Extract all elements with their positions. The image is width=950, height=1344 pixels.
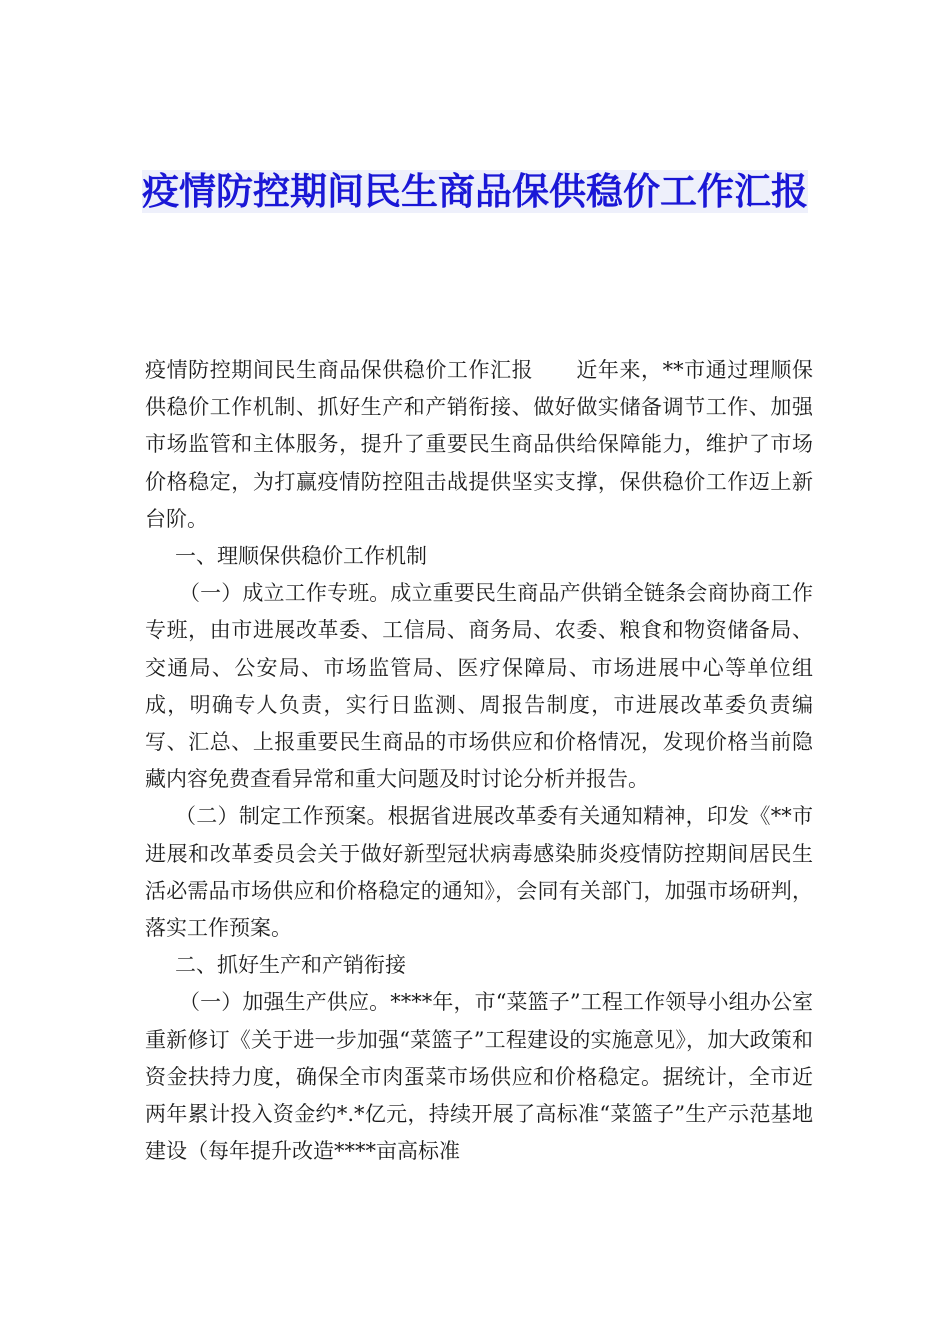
body-paragraph: （一）加强生产供应。****年，市“菜篮子”工程工作领导小组办公室重新修订《关于进一步加强“菜篮子”工程建设的实施意见》，加大政策和资金扶持力度，确保全市肉蛋菜市场供应和价格稳定。据统计，全市近两年累计投入资金约*.*亿元，持续开展了高标准“菜篮子”生产示范基地建设（每年提升改造****亩高标准 [145, 990, 813, 1164]
section-heading-2: 二、抓好生产和产销衔接 [175, 953, 406, 978]
body-paragraph: （二）制定工作预案。根据省进展改革委有关通知精神，印发《**市进展和改革委员会关于做好新型冠状病毒感染肺炎疫情防控期间居民生活必需品市场供应和价格稳定的通知》，会同有关部门，加强市场研判，落实工作预案。 [145, 804, 813, 941]
document-body [145, 352, 813, 1170]
section-heading-1: 一、理顺保供稳价工作机制 [175, 544, 427, 569]
document-title [100, 168, 850, 216]
body-paragraph: （一）成立工作专班。成立重要民生商品产供销全链条会商协商工作专班，由市进展改革委、工信局、商务局、农委、粮食和物资储备局、交通局、公安局、市场监管局、医疗保障局、市场进展中心等单位组成，明确专人负责，实行日监测、周报告制度，市进展改革委负责编写、汇总、上报重要民生商品的市场供应和价格情况，发现价格当前隐藏内容免费查看异常和重大问题及时讨论分析并报告。 [145, 581, 813, 792]
document-title-text: 疫情防控期间民生商品保供稳价工作汇报 [142, 170, 808, 213]
intro-paragraph: 疫情防控期间民生商品保供稳价工作汇报 近年来，**市通过理顺保供稳价工作机制、抓好生产和产销衔接、做好做实储备调节工作、加强市场监管和主体服务，提升了重要民生商品供给保障能力，维护了市场价格稳定，为打赢疫情防控阻击战提供坚实支撑，保供稳价工作迈上新台阶。 [145, 358, 813, 531]
